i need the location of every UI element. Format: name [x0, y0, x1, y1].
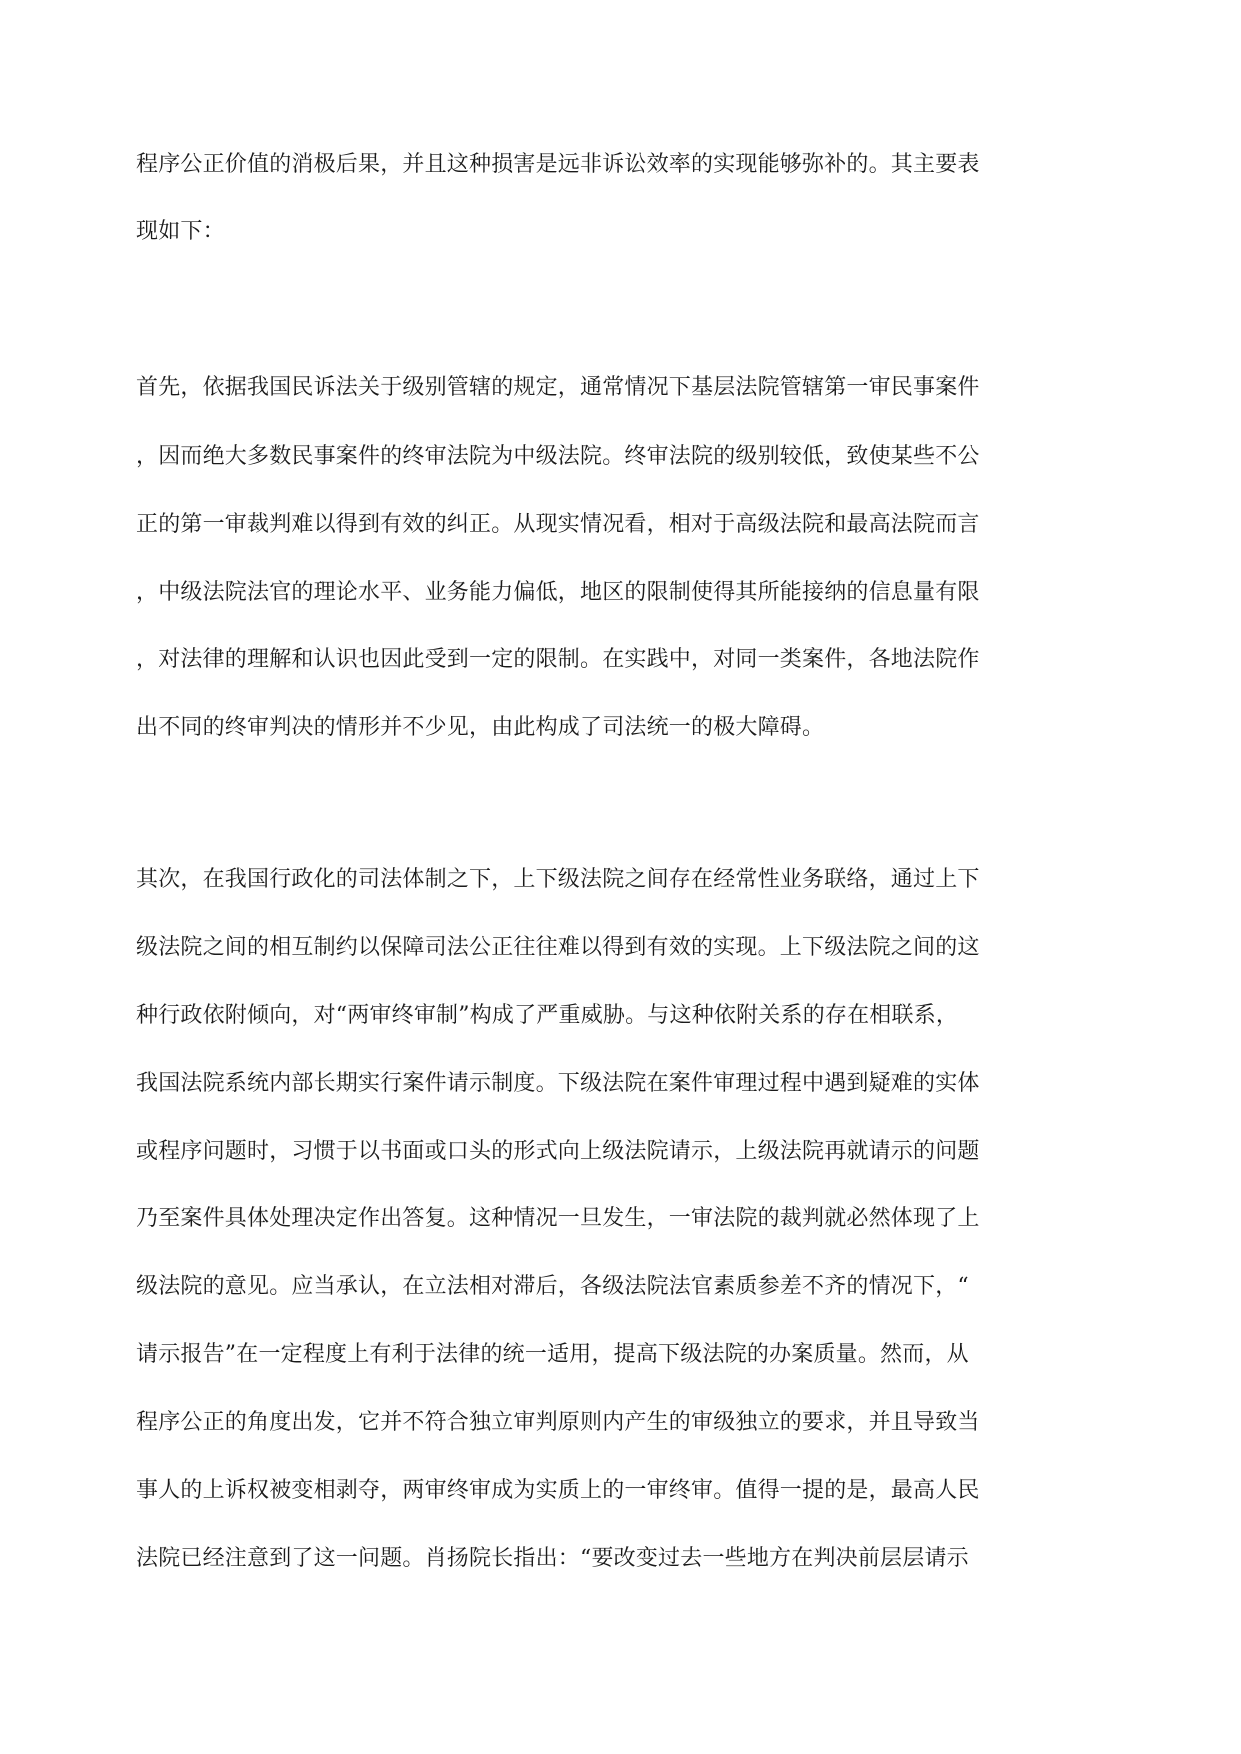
paragraph-2-line-1: 首先，依据我国民诉法关于级别管辖的规定，通常情况下基层法院管辖第一审民事案件: [136, 375, 980, 400]
paragraph-3-line-9: 程序公正的角度出发，它并不符合独立审判原则内产生的审级独立的要求，并且导致当: [136, 1410, 980, 1435]
paragraph-1-line-1: 程序公正价值的消极后果，并且这种损害是远非诉讼效率的实现能够弥补的。其主要表: [136, 152, 980, 177]
paragraph-2-line-3: 正的第一审裁判难以得到有效的纠正。从现实情况看，相对于高级法院和最高法院而言: [136, 512, 980, 537]
paragraph-3-line-4: 我国法院系统内部长期实行案件请示制度。下级法院在案件审理过程中遇到疑难的实体: [136, 1071, 980, 1096]
paragraph-3-line-6: 乃至案件具体处理决定作出答复。这种情况一旦发生，一审法院的裁判就必然体现了上: [136, 1206, 980, 1231]
paragraph-3-line-2: 级法院之间的相互制约以保障司法公正往往难以得到有效的实现。上下级法院之间的这: [136, 935, 980, 960]
paragraph-3-line-7: 级法院的意见。应当承认，在立法相对滞后，各级法院法官素质参差不齐的情况下，“: [136, 1274, 969, 1299]
paragraph-3-line-11: 法院已经注意到了这一问题。肖扬院长指出：“要改变过去一些地方在判决前层层请示: [136, 1546, 969, 1571]
paragraph-2-line-4: ，中级法院法官的理论水平、业务能力偏低，地区的限制使得其所能接纳的信息量有限: [136, 580, 980, 605]
paragraph-2-line-5: ，对法律的理解和认识也因此受到一定的限制。在实践中，对同一类案件，各地法院作: [136, 647, 980, 672]
paragraph-2-line-2: ，因而绝大多数民事案件的终审法院为中级法院。终审法院的级别较低，致使某些不公: [136, 444, 980, 469]
paragraph-3-line-5: 或程序问题时，习惯于以书面或口头的形式向上级法院请示，上级法院再就请示的问题: [136, 1139, 980, 1164]
paragraph-3-line-1: 其次，在我国行政化的司法体制之下，上下级法院之间存在经常性业务联络，通过上下: [136, 867, 980, 892]
paragraph-2-line-6: 出不同的终审判决的情形并不少见，由此构成了司法统一的极大障碍。: [136, 715, 825, 740]
paragraph-3-line-3: 种行政依附倾向，对“两审终审制”构成了严重威胁。与这种依附关系的存在相联系，: [136, 1003, 959, 1028]
paragraph-1-line-2: 现如下：: [136, 219, 225, 244]
paragraph-3-line-8: 请示报告”在一定程度上有利于法律的统一适用，提高下级法院的办案质量。然而，从: [136, 1342, 969, 1367]
paragraph-3-line-10: 事人的上诉权被变相剥夺，两审终审成为实质上的一审终审。值得一提的是，最高人民: [136, 1478, 980, 1503]
